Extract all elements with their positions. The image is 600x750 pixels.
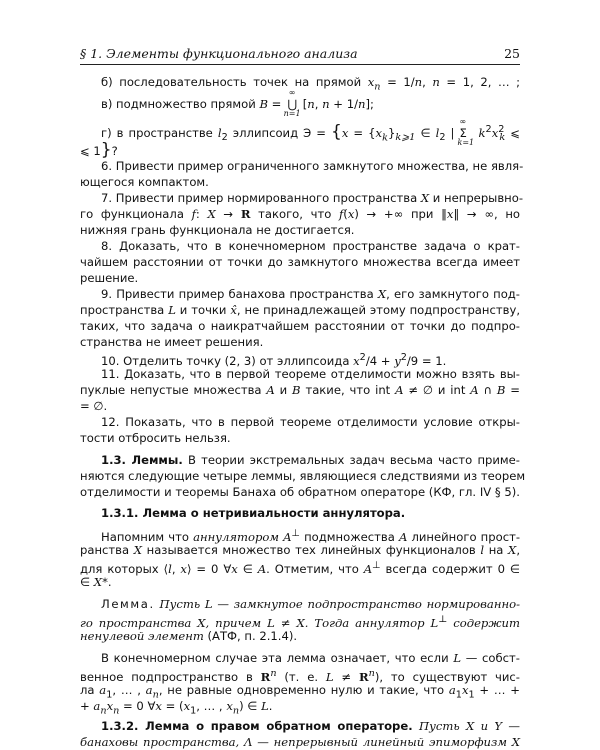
line-31: го пространства X, причем L ≠ X. Тогда аннулятор L⊥ содержит [80,614,520,630]
line-20: 12. Показать, что в первой теореме отделимости условие откры- [101,415,520,429]
line-26: Напомним что аннулятором A⊥ подмножества A линейного прост- [101,528,521,544]
line-0: б) последовательность точек на прямой $x_n = 1/n$, n = 1, 2, … ; [101,75,521,93]
line-10: чайшем расстоянии от точки до замкнутого множества всегда имеет [80,255,520,269]
line-6: 7. Привести пример нормированного пространства X и непрерывно- [101,191,524,205]
line-11: решение. [80,271,139,285]
line-38: банаховы пространства, Λ — непрерывный линейный эпиморфизм X [80,735,520,749]
line-17: 11. Доказать, что в первой теореме отделимости можно взять вы- [101,367,520,381]
line-4: 6. Привести пример ограниченного замкнутого множества, не явля- [101,159,524,173]
line-18: пуклые непустые множества A и B такие, что int A ≠ ∅ и int A ∩ B = [80,383,521,397]
line-32: ненулевой элемент (АТФ, п. 2.1.4). [80,629,298,643]
line-19: = ∅. [80,399,108,413]
line-5: ющегося компактом. [80,175,209,189]
line-15: странства не имеет решения. [80,335,264,349]
line-23: няются следующие четыре леммы, являющиеся следствиями из теорем [80,469,526,483]
line-27: ранства X называется множество тех линейных функционалов l на X, [80,543,520,557]
line-35: ла $a_1$, … , $a_n$, не равные одновременно нулю и такие, что $a_1x_1$ + … + [80,683,520,701]
line-12: 9. Привести пример банахова пространства X, его замкнутого под- [101,287,520,301]
line-25-subheading: 1.3.1. Лемма о нетривиальности аннулятора. [101,506,406,520]
line-34: венное подпространство в $R^n$ (т. е. $L \ne R^n$), то существуют чис- [80,668,520,684]
line-2: г) в пространстве $l_2$ эллипсоид $Э = \{x = \{x_k\}_{k⩾1}$ ∈ $l_2$ | ∞ Σ k=1 $k^2x^2_k$ ⩽ [101,116,521,147]
line-1: в) подмножество прямой B = ∞ ⋃ n=1 [n, n + 1/n]; [101,88,374,118]
line-30: Лемма. Пусть L — замкнутое подпространство нормированно- [101,597,520,611]
line-37: 1.3.2. Лемма о правом обратном операторе. Пусть X и Y — [101,719,521,733]
line-8: нижняя грань функционала не достигается. [80,223,355,237]
line-22: 1.3. Леммы. В теории экстремальных задач весьма часто приме- [101,453,520,467]
header-rule [80,64,520,65]
line-7: го функционала f: X → R такого, что f(x) → +∞ при ‖x‖ → ∞, но [80,207,521,221]
line-9: 8. Доказать, что в конечномерном пространстве задача о крат- [101,239,520,253]
line-14: таких, что задача о наикратчайшем расстоянии от точки до подпро- [80,319,520,333]
line-36: + $a_nx_n = 0$ ∀x = ($x_1$, … , $x_n$) ∈ L. [80,699,273,717]
line-24: отделимости и теоремы Банаха об обратном операторе (КФ, гл. IV § 5). [80,485,520,499]
running-head-title: § 1. Элементы функционального анализа [80,46,358,61]
running-head [80,46,520,61]
line-3: ⩽ 1}? [80,140,118,160]
line-21: тости отбросить нельзя. [80,431,231,445]
line-29: ∈ X*. [80,575,112,589]
line-13: пространства L и точки x̂, не принадлежащей этому подпространству, [80,303,521,317]
line-28: для которых ⟨l, x⟩ = 0 ∀x ∈ A. Отметим, что A⊥ всегда содержит 0 ∈ [80,560,520,576]
line-16: 10. Отделить точку (2, 3) от эллипсоида $x^2/4 + y^2/9 = 1$. [101,352,447,368]
page-number: 25 [504,46,520,61]
line-33: В конечномерном случае эта лемма означает, что если L — собст- [101,651,520,665]
